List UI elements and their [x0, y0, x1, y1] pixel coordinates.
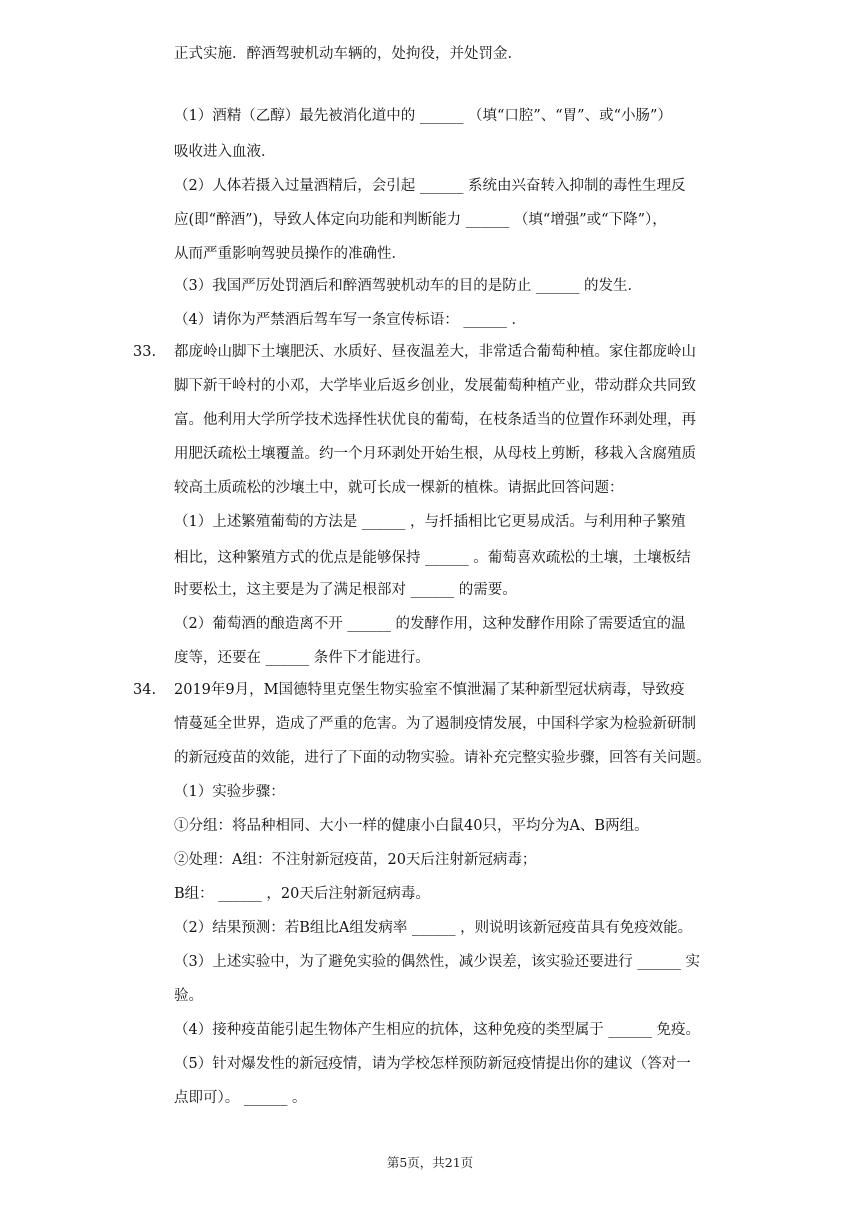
text-line: （1）上述繁殖葡萄的方法是 ______ ，与扦插相比它更易成活。与利用种子繁殖 [174, 514, 686, 530]
text-line: （2）葡萄酒的酿造离不开 ______ 的发酵作用，这种发酵作用除了需要适宜的温 [174, 616, 686, 632]
text-line: 都庞岭山脚下土壤肥沃、水质好、昼夜温差大，非常适合葡萄种植。家住都庞岭山 [174, 344, 696, 360]
text-line: （3）上述实验中，为了避免实验的偶然性，减少误差，该实验还要进行 ______ 实 [174, 954, 700, 970]
text-line: （4）请你为严禁酒后驾车写一条宣传标语： ______ ． [174, 312, 526, 328]
text-line: （3）我国严厉处罚酒后和醉酒驾驶机动车的目的是防止 ______ 的发生． [174, 278, 642, 294]
text-line: 应(即“醉酒”)，导致人体定向功能和判断能力 ______ （填“增强”或“下降”）， [174, 212, 667, 228]
text-line: （2）人体若摄入过量酒精后，会引起 ______ 系统由兴奋转入抑制的毒性生理反 [174, 178, 686, 194]
question-number-33: 33. [133, 344, 157, 360]
text-line: 正式实施．醉酒驾驶机动车辆的，处拘役，并处罚金． [174, 46, 522, 62]
text-line: 点即可）。 ______ 。 [174, 1090, 307, 1106]
text-line: 的新冠疫苗的效能，进行了下面的动物实验。请补充完整实验步骤，回答有关问题。 [174, 750, 711, 766]
text-line: 2019年9月，M国德特里克堡生物实验室不慎泄漏了某种新型冠状病毒，导致疫 [174, 682, 685, 698]
text-line: ①分组：将品种相同、大小一样的健康小白鼠40只，平均分为A、B两组。 [174, 818, 649, 834]
page-footer: 第5页，共21页 [386, 1155, 474, 1170]
text-line: （5）针对爆发性的新冠疫情，请为学校怎样预防新冠疫情提出你的建议（答对一 [174, 1056, 691, 1072]
text-line: （4）接种疫苗能引起生物体产生相应的抗体，这种免疫的类型属于 ______ 免疫。 [174, 1022, 700, 1038]
text-line: B组： ______ ，20天后注射新冠病毒。 [174, 886, 430, 902]
question-number-34: 34. [133, 682, 157, 698]
text-line: 较高土质疏松的沙壤土中，就可长成一棵新的植株。请据此回答问题： [174, 480, 624, 496]
text-line: 吸收进入血液． [174, 144, 276, 160]
text-line: 情蔓延全世界，造成了严重的危害。为了遏制疫情发展，中国科学家为检验新研制 [174, 716, 696, 732]
text-line: 时要松土，这主要是为了满足根部对 ______ 的需要。 [174, 582, 517, 598]
text-line: 度等，还要在 ______ 条件下才能进行。 [174, 650, 430, 666]
text-line: 脚下新干岭村的小邓，大学毕业后返乡创业，发展葡萄种植产业，带动群众共同致 [174, 378, 696, 394]
text-line: 验。 [174, 988, 203, 1004]
text-line: ②处理：A组：不注射新冠疫苗，20天后注射新冠病毒； [174, 852, 537, 868]
text-line: 用肥沃疏松土壤覆盖。约一个月环剥处开始生根，从母枝上剪断，移栽入含腐殖质 [174, 446, 696, 462]
text-line: 富。他利用大学所学技术选择性状优良的葡萄，在枝条适当的位置作环剥处理，再 [174, 412, 696, 428]
text-line: （2）结果预测：若B组比A组发病率 ______ ，则说明该新冠疫苗具有免疫效能。 [174, 920, 693, 936]
text-line: （1）实验步骤： [174, 784, 285, 800]
text-line: 从而严重影响驾驶员操作的准确性． [174, 246, 406, 262]
text-line: 相比，这种繁殖方式的优点是能够保持 ______ 。葡萄喜欢疏松的土壤，土壤板结 [174, 550, 691, 566]
text-line: （1）酒精（乙醇）最先被消化道中的 ______ （填“口腔”、“胃”、或“小肠”） [174, 108, 672, 124]
